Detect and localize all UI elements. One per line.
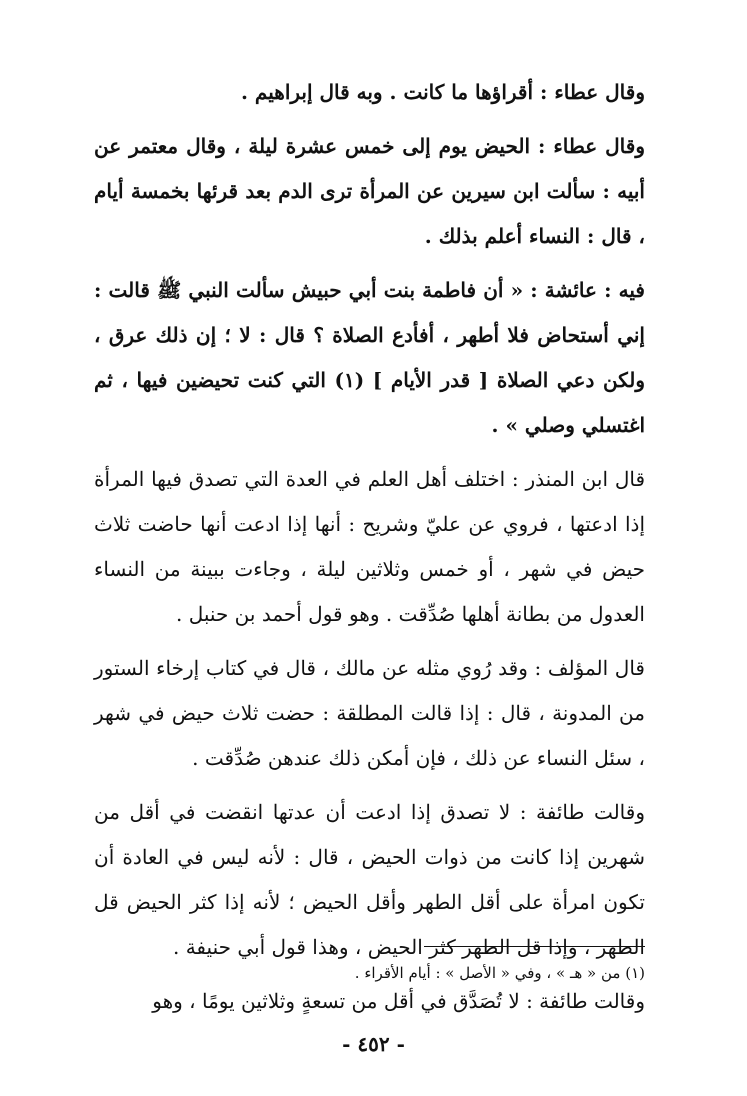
paragraph-ata-hayd: وقال عطاء : الحيض يوم إلى خمس عشرة ليلة ، وقال معتمر عن أبيه : سألت ابن سيرين عن المرأة ترى الدم بعد قرئها بخمسة أيام ، قال : النساء أعلم بذلك . [94,134,645,248]
paragraph-taifa-2: وقالت طائفة : لا تُصَدَّق في أقل من تسعةٍ وثلاثين يومًا ، وهو [152,989,645,1013]
footnote-divider [424,946,645,947]
paragraph-muallif: قال المؤلف : وقد رُوي مثله عن مالك ، قال في كتاب إرخاء الستور من المدونة ، قال : إذا قالت المطلقة : حضت ثلاث حيض في شهر ، سئل النساء عن ذلك ، فإن أمكن ذلك عندهن صُدِّقت . [94,656,645,770]
paragraph-hadith-aisha: فيه : عائشة : « أن فاطمة بنت أبي حبيش سألت النبي ﷺ قالت : إني أستحاض فلا أطهر ، أفأدع الصلاة ؟ قال : لا ؛ إن ذلك عرق ، ولكن دعي الصلاة [ قدر الأيام ] (١) التي كنت تحيضين فيها ، ثم اغتسلي وصلي » . [94,278,645,437]
paragraph-ata-aqra: وقال عطاء : أقراؤها ما كانت . وبه قال إبراهيم . [241,80,645,104]
paragraph-taifa-1: وقالت طائفة : لا تصدق إذا ادعت أن عدتها انقضت في أقل من شهرين إذا كانت من ذوات الحيض ، قال : لأنه ليس في العادة أن تكون امرأة على أقل الطهر وأقل الحيض ؛ لأنه إذا كثر الحيض قل الطهر ، وإذا قل الطهر كثر الحيض ، وهذا قول أبي حنيفة . [94,800,645,959]
main-text [94,70,645,1024]
page-number: - ٤٥٢ - [342,1032,405,1056]
footnote: (١) من « هـ » ، وفي « الأصل » : أيام الأقراء . [354,964,645,982]
paragraph-ibn-mundhir: قال ابن المنذر : اختلف أهل العلم في العدة التي تصدق فيها المرأة إذا ادعتها ، فروي عن عليّ وشريح : أنها إذا ادعت أنها حاضت ثلاث حيض في شهر ، أو خمس وثلاثين ليلة ، وجاءت ببينة من النساء العدول من بطانة أهلها صُدِّقت . وهو قول أحمد بن حنبل . [94,467,645,626]
